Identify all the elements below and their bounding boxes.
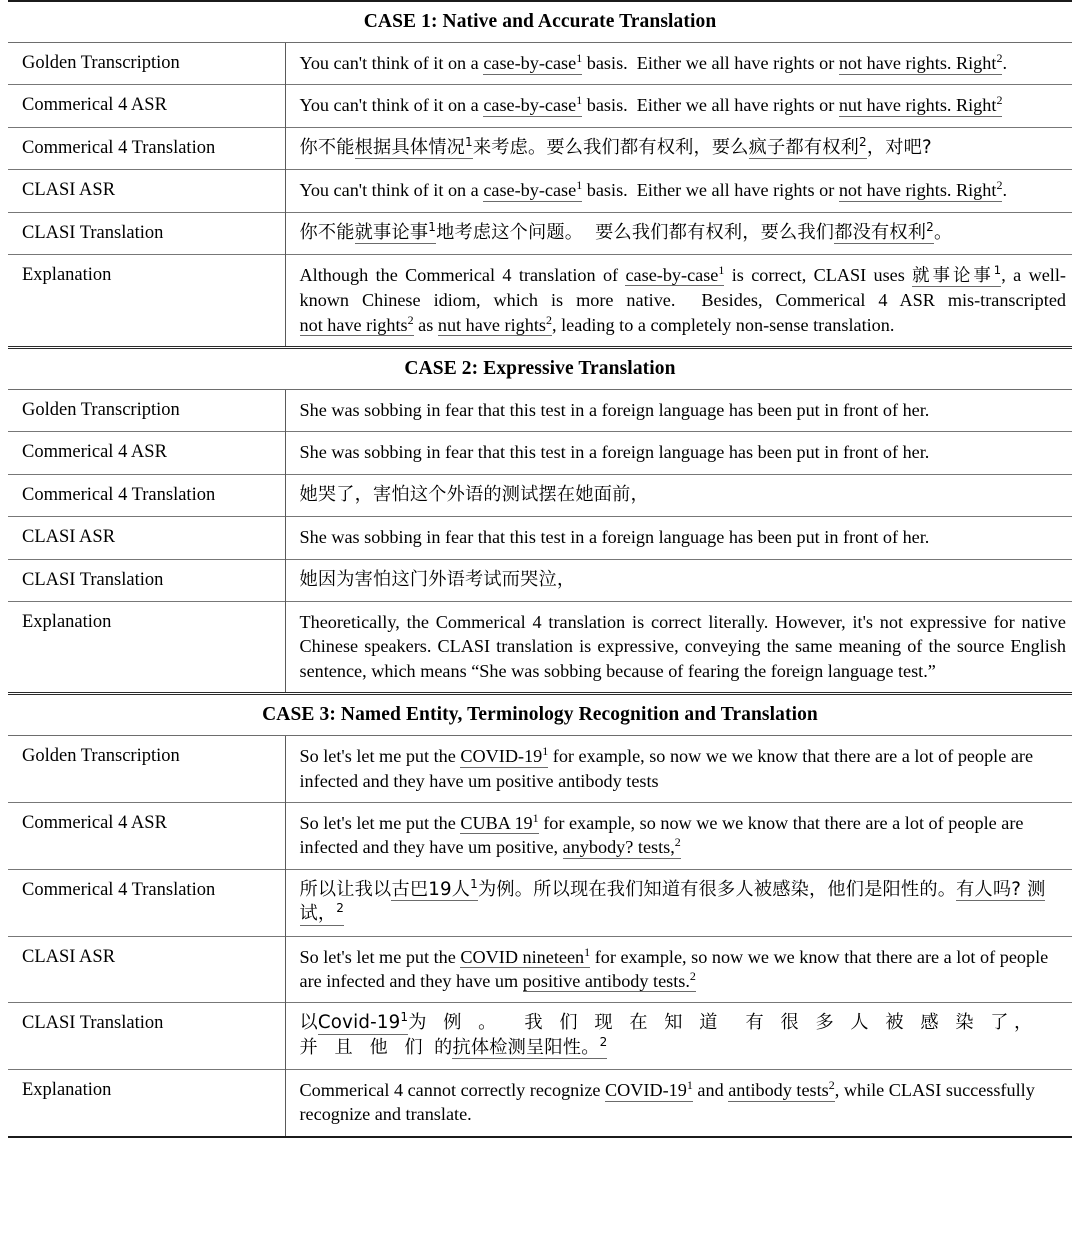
highlight-span: case-by-case$^1$: [625, 262, 725, 285]
bottom-rule: [8, 1137, 1072, 1138]
row-label-commerical-4-translation: Commerical 4 Translation: [22, 484, 216, 505]
row-label-clasi-asr: CLASI ASR: [22, 946, 116, 967]
highlight-span: 都没有权利$^2$: [834, 219, 934, 243]
highlight-span: 抗体检测呈阳性。$^2$: [452, 1034, 608, 1058]
cell-case3-commerical4-asr: So let's let me put the CUBA $19^1$ for example, so now we we know that there are a lot of people are infected and they have um positive, anybody? tests,$^2$: [285, 803, 1072, 869]
table-row: [8, 870, 1072, 936]
cell-case1-golden-transcription: You can't think of it on a case-by-case$^1$ basis. Either we all have rights or not have rights. Right$^2$.: [285, 43, 1072, 85]
highlight-span: CUBA $19^1$: [460, 810, 539, 833]
table-row: [8, 560, 1072, 602]
table-row: [8, 85, 1072, 127]
highlight-span: nut have rights. Right$^2$: [838, 93, 1003, 116]
highlight-span: 古巴19人$^1$: [391, 876, 479, 900]
case-banner-row-1: [8, 2, 1072, 43]
highlight-span: positive antibody tests.$^2$: [522, 968, 696, 991]
cell-case2-golden-transcription: She was sobbing in fear that this test in a foreign language has been put in front of her.: [285, 390, 1072, 432]
cell-case1-commerical4-asr: You can't think of it on a case-by-case$^1$ basis. Either we all have rights or nut have rights. Right$^2$: [285, 85, 1072, 127]
row-label-clasi-asr: CLASI ASR: [22, 527, 116, 548]
highlight-span: not have rights$^2$: [299, 312, 414, 335]
table-row: [8, 517, 1072, 559]
highlight-span: 就事论事$^1$: [354, 219, 437, 243]
cell-case3-clasi-asr: So let's let me put the COVID nineteen$^1$ for example, so now we we know that there are a lot of people are infected and they have um positive antibody tests.$^2$: [285, 937, 1072, 1003]
table-row: [8, 170, 1072, 212]
row-label-clasi-translation: CLASI Translation: [22, 1013, 164, 1034]
row-label-golden-transcription: Golden Transcription: [22, 746, 180, 767]
row-label-explanation: Explanation: [22, 612, 112, 632]
highlight-span: case-by-case$^1$: [483, 93, 583, 116]
case-3-banner: CASE 3: Named Entity, Terminology Recognition and Translation: [262, 704, 818, 726]
table-row: [8, 937, 1072, 1003]
case-banner-row-3: [8, 695, 1072, 736]
row-label-commerical-4-asr: Commerical 4 ASR: [22, 812, 167, 833]
case-comparison-table: [8, 0, 1072, 1138]
cell-case1-explanation: Although the Commerical 4 translation of case-by-case$^1$ is correct, CLASI uses 就事论事$^1$, a well-known Chinese idiom, which is more native. Besides, Commerical 4 ASR mis-transcripted not have rights$^2$ as nut have rights$^2$, leading to a completely non-sense translation.: [285, 255, 1072, 348]
table-row: [8, 1003, 1072, 1069]
row-label-commerical-4-translation: Commerical 4 Translation: [22, 879, 216, 900]
cell-case2-commerical4-asr: She was sobbing in fear that this test in a foreign language has been put in front of her.: [285, 432, 1072, 474]
highlight-span: not have rights. Right$^2$: [838, 178, 1003, 201]
highlight-span: 就事论事$^1$: [912, 263, 1002, 286]
row-label-explanation: Explanation: [22, 1080, 112, 1101]
highlight-span: nut have rights$^2$: [437, 312, 552, 335]
row-label-commerical-4-translation: Commerical 4 Translation: [22, 137, 216, 158]
cell-case3-clasi-translation: 以Covid-$19^1$为 例 。 我 们 现 在 知 道 有 很 多 人 被 感 染 了， 并 且 他 们 的抗体检测呈阳性。$^2$: [285, 1003, 1072, 1069]
case-1-banner: CASE 1: Native and Accurate Translation: [363, 11, 717, 32]
row-label-clasi-asr: CLASI ASR: [22, 180, 116, 201]
highlight-span: COVID-$19^1$: [605, 1078, 693, 1101]
table-row: [8, 803, 1072, 869]
highlight-span: not have rights. Right$^2$: [838, 50, 1003, 73]
row-label-clasi-translation: CLASI Translation: [22, 569, 164, 590]
cell-case2-commerical4-translation: 她哭了，害怕这个外语的测试摆在她面前，: [285, 475, 1072, 517]
table-row: [8, 255, 1072, 348]
cell-case2-clasi-translation: 她因为害怕这门外语考试而哭泣，: [285, 560, 1072, 602]
cell-case1-commerical4-translation: 你不能根据具体情况$^1$来考虑。要么我们都有权利，要么疯子都有权利$^2$，对吧?: [285, 128, 1072, 170]
highlight-span: case-by-case$^1$: [483, 178, 583, 201]
row-label-commerical-4-asr: Commerical 4 ASR: [22, 95, 167, 116]
table-row: [8, 390, 1072, 432]
case-banner-row-2: [8, 349, 1072, 390]
highlight-span: case-by-case$^1$: [483, 50, 583, 73]
highlight-span: 根据具体情况$^1$: [354, 134, 473, 158]
case-2-banner: CASE 2: Expressive Translation: [404, 358, 676, 380]
cell-case1-clasi-asr: You can't think of it on a case-by-case$^1$ basis. Either we all have rights or not have rights. Right$^2$.: [285, 170, 1072, 212]
highlight-span: antibody tests$^2$: [728, 1078, 835, 1101]
table-row: [8, 736, 1072, 802]
table-row: [8, 128, 1072, 170]
cell-case2-clasi-asr: She was sobbing in fear that this test in a foreign language has been put in front of her.: [285, 517, 1072, 559]
cell-case3-explanation: Commerical 4 cannot correctly recognize COVID-$19^1$ and antibody tests$^2$, while CLASI successfully recognize and translate.: [285, 1070, 1072, 1137]
row-label-clasi-translation: CLASI Translation: [22, 222, 164, 243]
highlight-span: Covid-$19^1$: [317, 1010, 409, 1034]
row-label-golden-transcription: Golden Transcription: [22, 400, 180, 421]
highlight-span: 疯子都有权利$^2$: [748, 134, 867, 158]
cell-case3-commerical4-translation: 所以让我以古巴19人$^1$为例。所以现在我们知道有很多人被感染，他们是阳性的。有人吗? 测试，$^2$: [285, 870, 1072, 936]
cell-case2-explanation: Theoretically, the Commerical 4 translation is correct literally. However, it's not expressive for native Chinese speakers. CLASI translation is expressive, conveying the same meaning of the source English sentence, which means “She was sobbing because of fearing the foreign language test.”: [285, 602, 1072, 694]
row-label-explanation: Explanation: [22, 264, 112, 285]
highlight-span: 有人吗? 测试，$^2$: [299, 878, 1046, 925]
cell-case1-clasi-translation: 你不能就事论事$^1$地考虑这个问题。 要么我们都有权利，要么我们都没有权利$^2$。: [285, 213, 1072, 255]
table-row: [8, 432, 1072, 474]
table-row: [8, 213, 1072, 255]
table-row: [8, 1070, 1072, 1137]
highlight-span: COVID nineteen$^1$: [460, 944, 591, 967]
row-label-commerical-4-asr: Commerical 4 ASR: [22, 442, 167, 463]
highlight-span: COVID-$19^1$: [460, 744, 549, 767]
row-label-golden-transcription: Golden Transcription: [22, 53, 180, 73]
cell-case3-golden-transcription: So let's let me put the COVID-$19^1$ for example, so now we we know that there are a lot of people are infected and they have um positive antibody tests: [285, 736, 1072, 802]
table-row: [8, 602, 1072, 694]
table-row: [8, 43, 1072, 85]
highlight-span: anybody? tests,$^2$: [562, 835, 681, 858]
table-row: [8, 475, 1072, 517]
